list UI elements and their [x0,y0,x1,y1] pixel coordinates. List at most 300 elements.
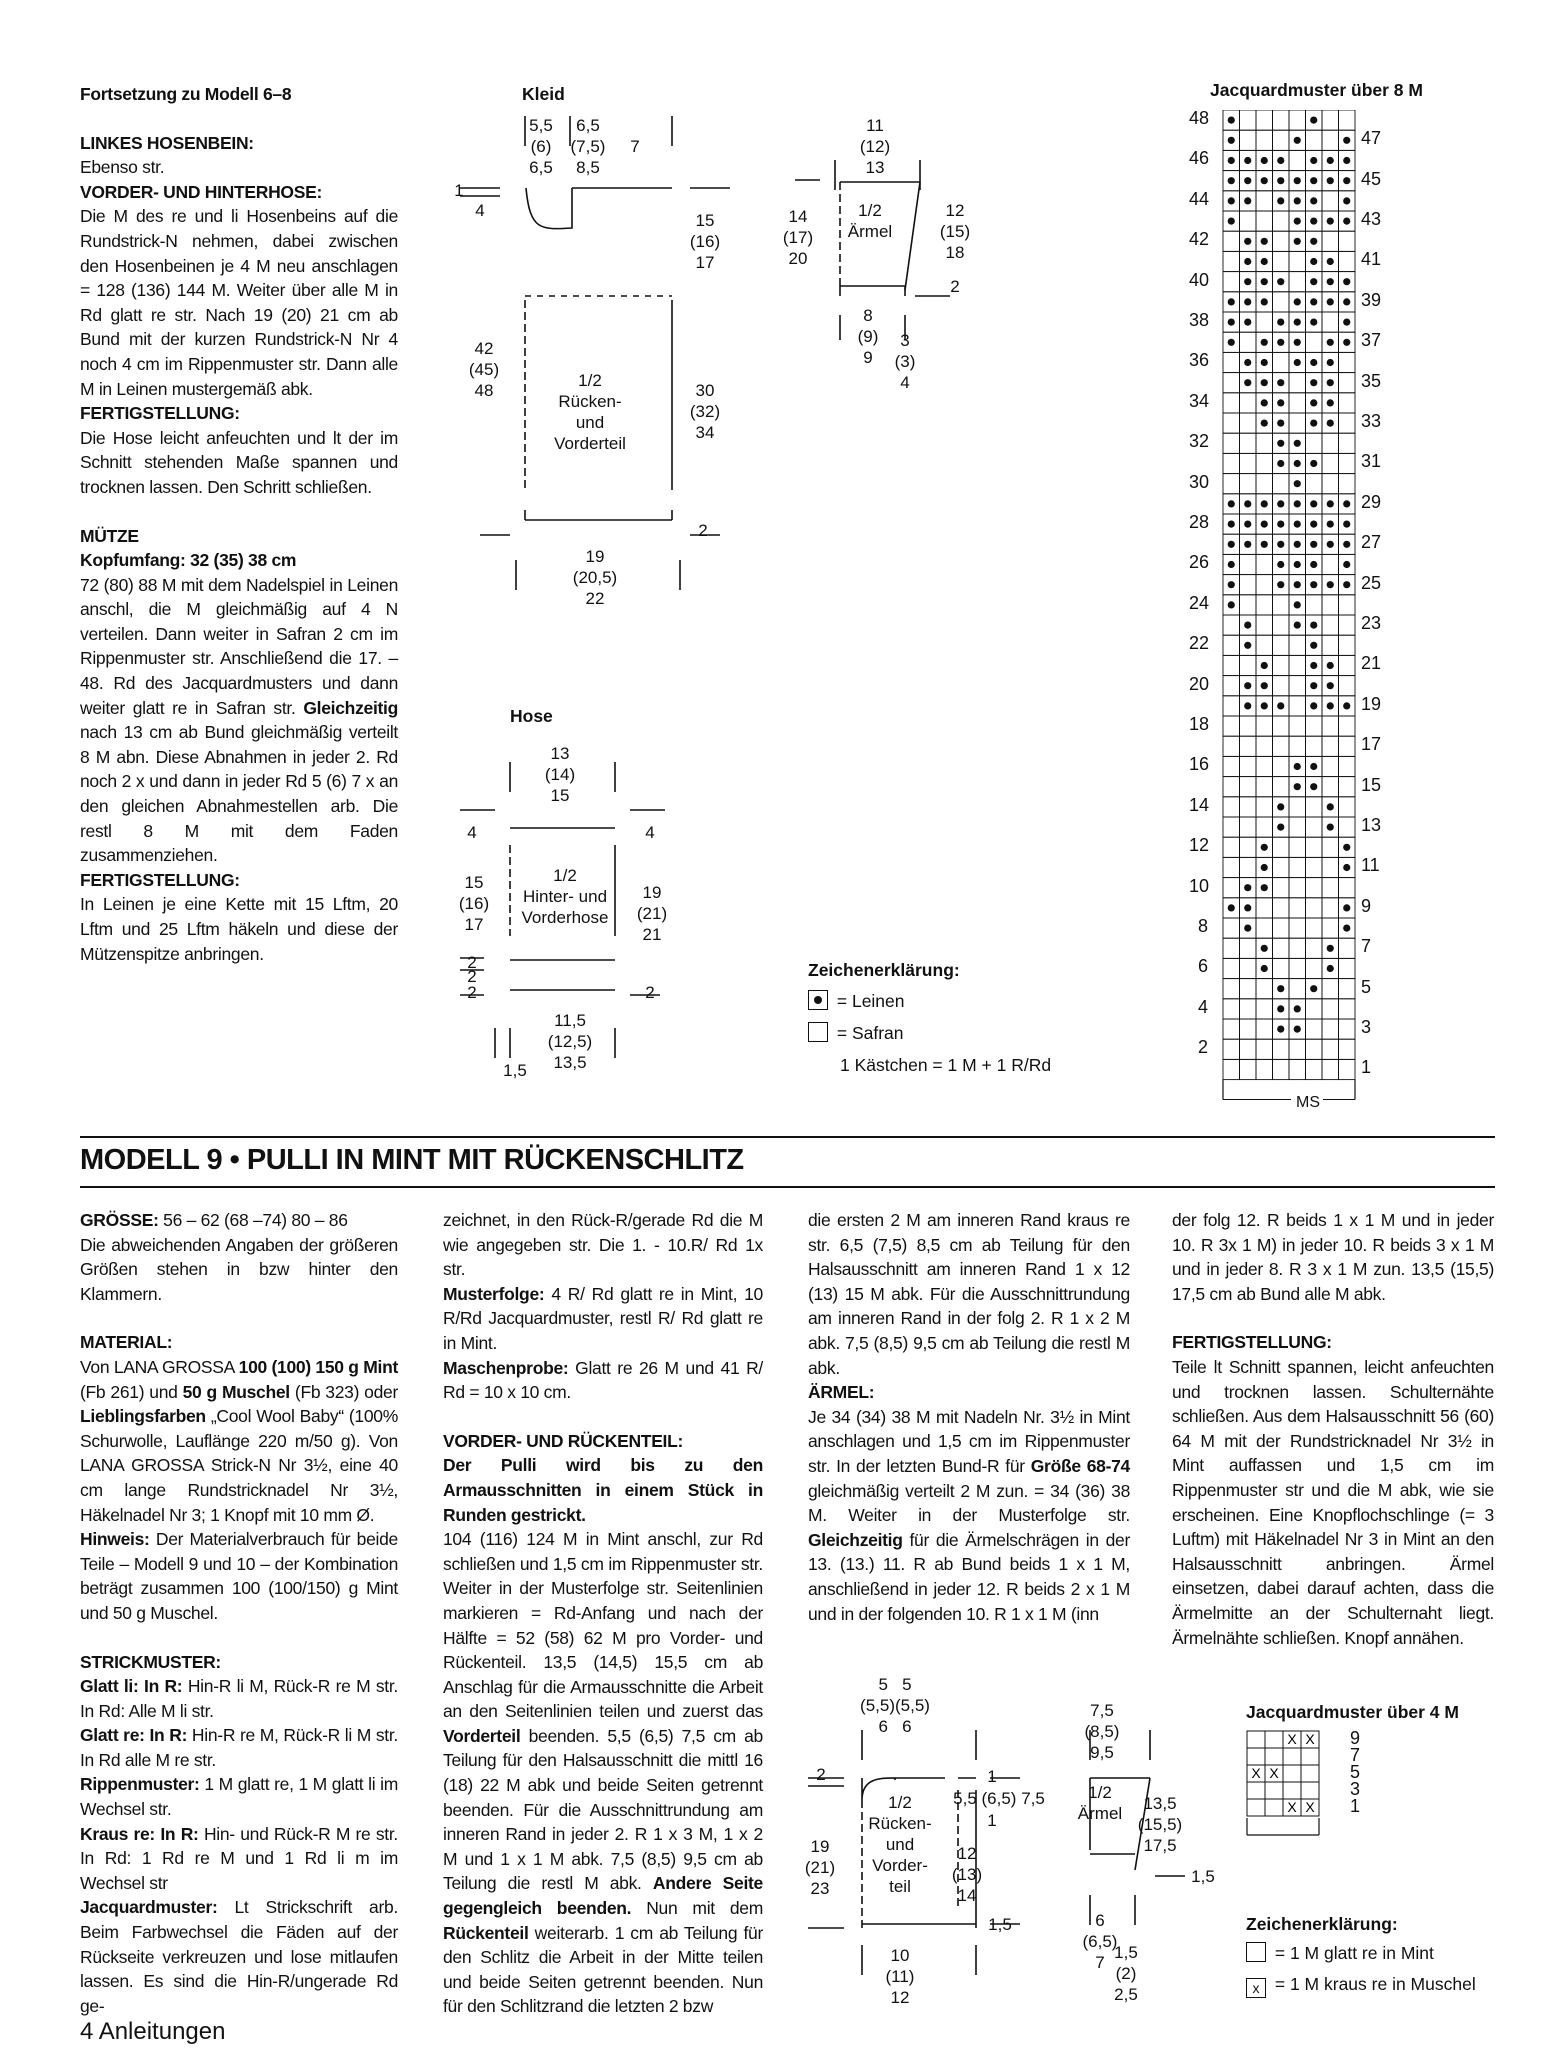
armel-bottom: 8 (9) 9 [857,306,879,367]
leinen-dot [1327,702,1334,709]
grid-cell [1240,110,1257,130]
grid-cell [1339,716,1356,736]
leinen-dot [1277,177,1284,184]
grid-cell [1273,292,1290,312]
grid-cell [1223,918,1240,938]
grid-cell [1223,1039,1240,1059]
leinen-dot [1343,298,1350,305]
row-number-right: 47 [1361,128,1382,149]
paragraph: die ersten 2 M am inneren Rand kraus re str. 6,5 (7,5) 8,5 cm ab Teilung für den Halsausschnitt am inneren Rand 1 x 12 (13) 15 M abk. Für die Ausschnittrundung am inneren Rand in der folg 2. R 1 x 2 M abk. 7,5 (8,5) 9,5 cm ab Teilung die restl M abk. [808,1210,1130,1378]
grid-cell [1289,857,1306,877]
grid-cell [1223,251,1240,271]
armel-top: 11 (12) 13 [859,116,891,177]
grid-cell [1240,1059,1257,1079]
armel-center: 1/2 Ärmel [847,201,893,241]
leinen-dot [1343,561,1350,568]
leinen-dot [1277,440,1284,447]
grid-cell [1306,1039,1323,1059]
legend-title: Zeichenerklärung: [808,960,960,980]
kleid-bottom: 19 (20,5) 22 [572,547,618,608]
leinen-dot [1327,399,1334,406]
row-number-left: 48 [1189,108,1210,128]
leinen-dot [1294,197,1301,204]
grid-cell [1273,938,1290,958]
paragraph: der folg 12. R beids 1 x 1 M und in jeder 10. R 3x 1 M) in jeder 10. R beids 3 x 1 M und in jeder 8. R 3 x 1 M zun. 13,5 (15,5) 17,5 cm ab Bund alle M abk. [1172,1210,1494,1304]
grid-cell [1339,251,1356,271]
grid-cell [1240,797,1257,817]
grid-cell [1289,938,1306,958]
grid-cell [1339,878,1356,898]
paragraph: Kraus re: In R: Hin- und Rück-R M re str. In Rd: 1 Rd re M und 1 Rd li m im Wechsel str [80,1823,398,1893]
leinen-dot [1310,157,1317,164]
continuation-heading: Fortsetzung zu Modell 6–8 [80,84,292,104]
grid-cell [1306,898,1323,918]
section-heading: MÜTZE [80,525,139,546]
grid-cell [1339,110,1356,130]
grid-cell [1223,1019,1240,1039]
leinen-dot [1277,379,1284,386]
grid-cell [1322,130,1339,150]
leinen-dot [1343,541,1350,548]
row-number-right: 1 [1361,1057,1372,1078]
paragraph: Jacquardmuster: Lt Strickschrift arb. Beim Farbwechsel die Fäden auf der Rückseite verkreuzen und lose mitlaufen lassen. Es sind die Hin-R/ungerade Rd ge- [80,1897,398,2016]
leinen-dot [1261,521,1268,528]
grid-cell [1322,595,1339,615]
legend-item-leinen: = Leinen [808,990,905,1012]
grid-cell [1322,999,1339,1019]
grid-cell [1223,837,1240,857]
row-number-right: 27 [1361,532,1382,553]
grid-cell [1223,716,1240,736]
grid-cell [1322,1019,1339,1039]
grid-cell [1273,211,1290,231]
grid-cell [1240,433,1257,453]
jacquard4-title: Jacquardmuster über 4 M [1246,1702,1459,1722]
row-number-right: 19 [1361,693,1382,714]
diag9-center: 1/2 Rücken- und Vorder- teil [868,1793,932,1896]
grid-cell [1265,1731,1283,1748]
leinen-dot [1310,682,1317,689]
paragraph: Rippenmuster: 1 M glatt re, 1 M glatt li im Wechsel str. [80,1774,398,1820]
paragraph: Musterfolge: 4 R/ Rd glatt re in Mint, 10 R/Rd Jacquardmuster, restl R/ Rd glatt re in Mint. [443,1283,763,1353]
leinen-dot [1261,864,1268,871]
leinen-dot [1310,420,1317,427]
row-number-right: 23 [1361,613,1382,633]
grid-cell [1339,615,1356,635]
grid-cell [1306,1059,1323,1079]
grid-cell [1339,979,1356,999]
paragraph: GRÖSSE: 56 – 62 (68 –74) 80 – 86 [80,1210,348,1230]
grid-cell [1339,413,1356,433]
leinen-dot [1327,157,1334,164]
leinen-dot [1294,480,1301,487]
diag9-bottom: 10 (11) 12 [885,1946,915,2007]
leinen-dot [1343,339,1350,346]
leinen-dot [1310,359,1317,366]
leinen-dot [1244,278,1251,285]
leinen-dot [1261,420,1268,427]
leinen-dot [1310,783,1317,790]
row-number-right: 35 [1361,370,1382,391]
grid-cell [1223,756,1240,776]
leinen-dot [1277,702,1284,709]
grid-cell [1256,554,1273,574]
grid-cell [1265,1782,1283,1799]
leinen-dot [1228,319,1235,326]
grid-cell [1273,130,1290,150]
leinen-dot [1310,177,1317,184]
section-heading: FERTIGSTELLUNG: [80,869,240,890]
row-number-right: 37 [1361,330,1382,351]
grid-cell [1256,999,1273,1019]
grid-cell [1322,716,1339,736]
grid-cell [1240,979,1257,999]
grid-cell [1256,979,1273,999]
grid-cell [1273,837,1290,857]
leinen-dot [1294,238,1301,245]
grid-cell [1322,110,1339,130]
jacquard8-title: Jacquardmuster über 8 M [1210,80,1423,100]
grid-cell [1223,615,1240,635]
leinen-dot [1343,864,1350,871]
leinen-dot [1244,157,1251,164]
grid-cell [1240,837,1257,857]
grid-cell [1322,918,1339,938]
grid-cell [1256,575,1273,595]
paragraph: VORDER- UND RÜCKENTEIL: [443,1430,684,1451]
kleid-top3: 7 [630,137,640,156]
row-number-right: 33 [1361,411,1382,431]
kleid-side-top2: 4 [475,201,485,220]
paragraph: Ebenso str. [80,157,165,178]
leinen-dot [1327,682,1334,689]
grid-cell [1301,1748,1319,1765]
grid-cell [1223,453,1240,473]
kleid-left-mid: 42 (45) 48 [468,339,500,400]
grid-cell [1306,595,1323,615]
legend-note: 1 Kästchen = 1 M + 1 R/Rd [840,1055,1052,1075]
grid-cell [1256,635,1273,655]
grid-cell [1339,958,1356,978]
leinen-dot [1261,238,1268,245]
grid-cell [1339,393,1356,413]
row-number-left: 4 [1198,996,1209,1017]
paragraph: ÄRMEL: [808,1382,875,1403]
leinen-dot [1343,500,1350,507]
paragraph: Je 34 (34) 38 M mit Nadeln Nr. 3½ in Mint anschlagen und 1,5 cm im Rippenmuster str. In der letzten Bund-R für Größe 68-74 gleichmäßig verteilt 2 M zun. = 34 (36) 38 M. Weiter in der Musterfolge str. Gleichzeitig für die Ärmelschrägen in der 13. (13.) 11. R ab Bund beids 1 x 1 M, anschließend in jeder 12. R beids 2 x 1 M und in der folgenden 10. R 1 x 1 M (inn [808,1406,1130,1624]
leinen-dot [1327,379,1334,386]
row-number-left: 32 [1189,431,1210,452]
diag9-armel-15: 1,5 [1191,1867,1215,1886]
grid-cell [1322,635,1339,655]
leinen-dot [1343,197,1350,204]
grid-cell [1289,898,1306,918]
leinen-dot [1327,420,1334,427]
diag9-left: 19 (21) 23 [804,1837,836,1898]
leinen-dot [1244,541,1251,548]
grid-cell [1289,373,1306,393]
leinen-dot [1228,157,1235,164]
leinen-dot [1261,662,1268,669]
armel-bottom2: 3 (3) 4 [894,331,916,392]
leinen-dot [1228,581,1235,588]
row-number-left: 34 [1189,390,1210,411]
leinen-dot [1261,298,1268,305]
grid-cell [1322,191,1339,211]
jacquard4-chart [1246,1730,1346,1840]
leinen-dot [1327,541,1334,548]
grid-cell [1223,373,1240,393]
grid-cell [1339,655,1356,675]
grid-cell [1273,474,1290,494]
grid-cell [1289,878,1306,898]
row-number-left: 24 [1189,592,1210,613]
grid-cell [1256,777,1273,797]
leinen-dot [1294,1005,1301,1012]
leinen-dot [1244,622,1251,629]
row-number-left: 12 [1189,835,1210,856]
leinen-dot [1261,844,1268,851]
leinen-dot [1310,642,1317,649]
grid-cell [1256,716,1273,736]
leinen-dot [1343,581,1350,588]
grid-cell [1339,999,1356,1019]
leinen-dot [1277,803,1284,810]
grid-cell [1240,554,1257,574]
grid-cell [1339,453,1356,473]
leinen-dot [1310,460,1317,467]
grid-cell [1283,1782,1301,1799]
leinen-dot [1310,985,1317,992]
grid-cell [1273,615,1290,635]
grid-cell [1289,1059,1306,1079]
row-number-right: 25 [1361,572,1382,593]
leinen-dot [1310,581,1317,588]
grid-cell [1306,433,1323,453]
row-number-left: 6 [1198,956,1209,977]
leinen-dot [1294,622,1301,629]
hose-bottom: 11,5 (12,5) 13,5 [547,1011,593,1072]
row-number-right: 45 [1361,168,1382,189]
hose-center: 1/2 Hinter- und Vorderhose [521,866,609,927]
leinen-dot [1327,803,1334,810]
paragraph: zeichnet, in den Rück-R/gerade Rd die M wie angegeben str. Die 1. - 10.R/ Rd 1x str. [443,1210,763,1280]
paragraph: Glatt li: In R: Hin-R li M, Rück-R re M str. In Rd: Alle M li str. [80,1676,398,1721]
leinen-dot [1244,500,1251,507]
grid-cell [1273,1039,1290,1059]
leinen-dot [1343,925,1350,932]
diag9-armel-bottom: 6 (6,5) 7 [1082,1911,1118,1972]
grid-cell [1273,231,1290,251]
grid-cell [1256,474,1273,494]
leinen-dot [1277,1005,1284,1012]
grid-cell [1223,999,1240,1019]
leinen-dot [1327,581,1334,588]
row-number-left: 46 [1189,148,1210,169]
paragraph: STRICKMUSTER: [80,1651,221,1672]
leinen-dot [1228,521,1235,528]
leinen-dot [1228,117,1235,124]
paragraph: Maschenprobe: Glatt re 26 M und 41 R/ Rd = 10 x 10 cm. [443,1357,763,1403]
grid-cell [1223,958,1240,978]
leinen-dot [1244,521,1251,528]
leinen-dot [1310,278,1317,285]
kleid-bottom-right: 2 [698,521,708,540]
paragraph: Glatt re: In R: Hin-R re M, Rück-R li M str. In Rd alle M re str. [80,1725,398,1770]
paragraph: FERTIGSTELLUNG: [1172,1332,1332,1353]
leinen-dot [1228,500,1235,507]
grid-cell [1306,938,1323,958]
modell9-col2 [443,1208,763,2019]
leinen-dot [1343,702,1350,709]
grid-cell [1223,676,1240,696]
grid-cell [1223,655,1240,675]
leinen-dot [1310,521,1317,528]
diag9-top: 5 5 (5,5)(5,5) 6 6 [860,1675,930,1736]
leinen-dot [1343,319,1350,326]
leinen-dot [1310,319,1317,326]
leinen-dot [1244,379,1251,386]
hose-bottom-left: 1,5 [503,1061,527,1080]
leinen-dot [1294,359,1301,366]
armel-right: 12 (15) 18 [939,201,971,262]
leinen-dot [1294,1026,1301,1033]
grid-cell [1223,352,1240,372]
grid-cell [1240,857,1257,877]
grid-cell [1322,756,1339,776]
grid-cell [1240,958,1257,978]
grid-cell [1322,979,1339,999]
grid-cell [1322,736,1339,756]
grid-cell [1256,433,1273,453]
grid-cell [1339,777,1356,797]
leinen-dot [1277,521,1284,528]
diag9-right-mid: 5,5 (6,5) 7,5 [953,1789,1045,1808]
row-number-left: 40 [1189,269,1210,290]
grid-cell [1256,110,1273,130]
grid-cell [1223,393,1240,413]
leinen-dot [1228,904,1235,911]
grid-cell [1339,433,1356,453]
grid-cell [1306,878,1323,898]
grid-cell [1223,797,1240,817]
row-number-left: 8 [1198,916,1209,936]
leinen-dot [1294,177,1301,184]
grid-cell [1223,1059,1240,1079]
leinen-dot [1277,319,1284,326]
leinen-dot [1244,197,1251,204]
grid-cell [1322,433,1339,453]
row-number-right: 13 [1361,815,1382,835]
grid-cell [1240,777,1257,797]
grid-cell [1223,635,1240,655]
leinen-dot [1228,561,1235,568]
grid-cell [1322,474,1339,494]
grid-cell [1273,857,1290,877]
grid-cell [1289,393,1306,413]
leinen-dot [1327,218,1334,225]
grid-cell [1256,898,1273,918]
grid-cell [1273,918,1290,938]
modell9-col4 [1172,1208,1494,1650]
grid-cell [1223,979,1240,999]
leinen-dot [1244,319,1251,326]
grid-cell [1240,575,1257,595]
modell9-col1 [80,1208,398,2018]
grid-cell [1240,453,1257,473]
grid-cell [1322,1059,1339,1079]
leinen-dot [1294,298,1301,305]
hose-right4: 4 [645,823,655,842]
muschel-x-mark: X [1251,1765,1261,1781]
leinen-dot [1294,601,1301,608]
kleid-title: Kleid [522,84,565,104]
row-number-right: 43 [1361,209,1382,229]
row-number-right: 17 [1361,734,1382,755]
grid-cell [1273,716,1290,736]
leinen-dot [1343,177,1350,184]
leinen-dot [1261,500,1268,507]
row-number-left: 2 [1198,1037,1209,1058]
grid-cell [1223,474,1240,494]
leinen-dot [1228,197,1235,204]
grid-cell [1240,130,1257,150]
leinen-dot [1343,844,1350,851]
leinen-dot [1277,1026,1284,1033]
grid-cell [1339,373,1356,393]
modell9-col3 [808,1208,1130,1626]
hose-l2c: 2 [467,983,477,1002]
grid-cell [1306,837,1323,857]
row-number-left: 38 [1189,310,1210,330]
diag9-armel-center: 1/2 Ärmel [1077,1783,1123,1823]
grid-cell [1289,655,1306,675]
leinen-dot [1261,884,1268,891]
grid-cell [1273,635,1290,655]
paragraph: Die abweichenden Angaben der größeren Größen stehen in bzw hinter den Klammern. [80,1234,398,1304]
leinen-dot [1343,521,1350,528]
leinen-dot [1277,157,1284,164]
grid-cell [1322,898,1339,918]
diag9-right1b: 1 [987,1811,997,1830]
row-number-left: 28 [1189,512,1210,532]
grid-cell [1223,696,1240,716]
paragraph: In Leinen je eine Kette mit 15 Lftm, 20 Lftm und 25 Lftm häkeln und diese der Mützenspitze anbringen. [80,894,398,964]
leinen-dot [1310,238,1317,245]
grid-cell [1339,474,1356,494]
grid-cell [1247,1782,1265,1799]
modell9-title-bar [80,1136,1495,1188]
grid-cell [1306,474,1323,494]
jacquard4-row-numbers: 9 7 5 3 1 [1350,1728,1361,1816]
grid-cell [1273,676,1290,696]
row-number-right: 5 [1361,976,1372,997]
leinen-dot [1277,460,1284,467]
leinen-dot [1327,945,1334,952]
legend2-item-muschel: x = 1 M kraus re in Muschel [1246,1974,1476,1998]
grid-cell [1273,595,1290,615]
leinen-dot [1228,177,1235,184]
grid-cell [1256,312,1273,332]
muschel-x-mark: X [1305,1731,1315,1747]
grid-cell [1273,898,1290,918]
diag9-left2: 2 [816,1765,826,1784]
leinen-dot [1244,359,1251,366]
empty-box-icon [808,1022,828,1042]
row-number-right: 41 [1361,249,1382,270]
grid-cell [1289,958,1306,978]
grid-cell [1339,817,1356,837]
